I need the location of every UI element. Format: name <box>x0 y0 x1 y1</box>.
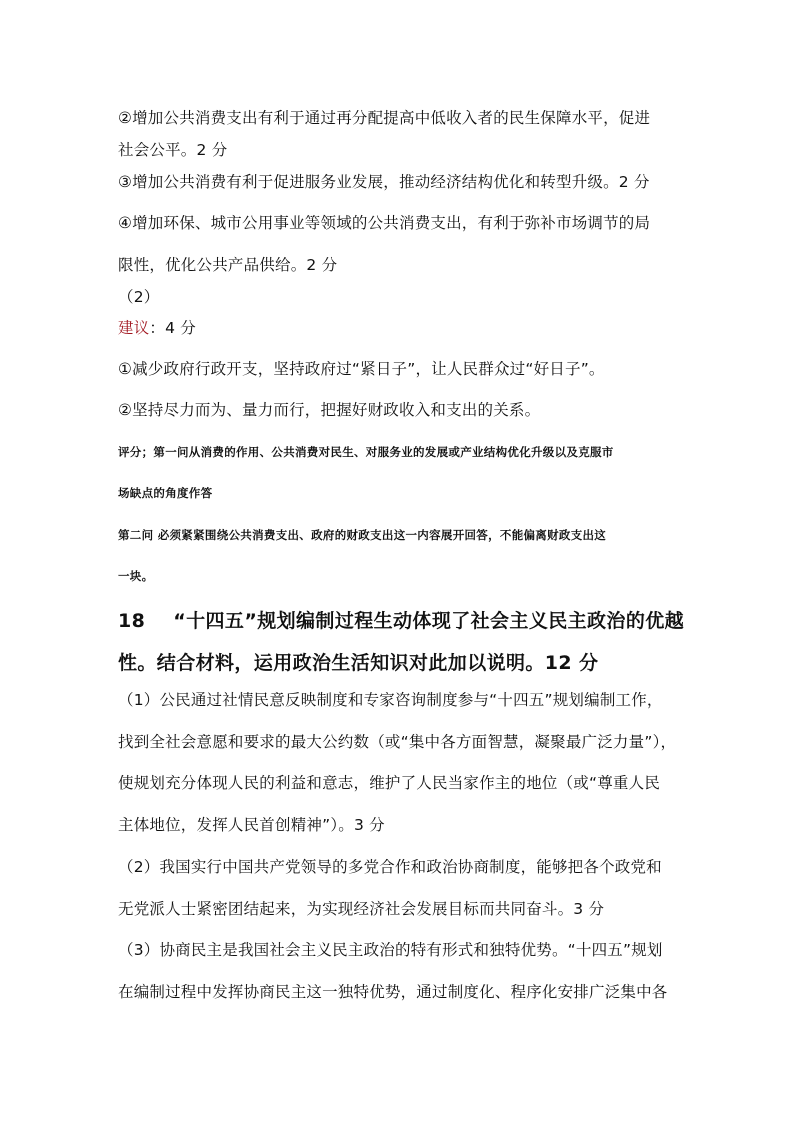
answer-18-point-2: （2）我国实行中国共产党领导的多党合作和政治协商制度，能够把各个政党和 <box>118 858 662 876</box>
answer-point-2-cont: 社会公平。2 分 <box>118 141 228 159</box>
scoring-note-2: 第二问 必须紧紧围绕公共消费支出、政府的财政支出这一内容展开回答，不能偏离财政支出这 <box>118 528 607 542</box>
sub-question-2-label: （2） <box>118 288 160 306</box>
suggestion-label: 建议 <box>118 319 150 337</box>
answer-18-point-3: （3）协商民主是我国社会主义民主政治的特有形式和独特优势。“十四五”规划 <box>118 941 663 959</box>
question-18-title-cont: 性。结合材料，运用政治生活知识对此加以说明。12 分 <box>118 652 599 674</box>
suggestion-heading <box>118 316 196 338</box>
question-18-title <box>118 606 684 633</box>
answer-18-point-1: （1）公民通过社情民意反映制度和专家咨询制度参与“十四五”规划编制工作， <box>118 691 663 709</box>
answer-point-4-cont: 限性，优化公共产品供给。2 分 <box>118 256 338 274</box>
scoring-note-2-cont: 一块。 <box>118 569 154 583</box>
answer-18-point-1-cont-a: 找到全社会意愿和要求的最大公约数（或“集中各方面智慧，凝聚最广泛力量”）， <box>118 733 677 751</box>
answer-point-4: ④增加环保、城市公用事业等领域的公共消费支出，有利于弥补市场调节的局 <box>118 214 651 232</box>
suggestion-item-2: ②坚持尽力而为、量力而行，把握好财政收入和支出的关系。 <box>118 401 541 419</box>
suggestion-score: ：4 分 <box>149 319 196 337</box>
answer-point-3: ③增加公共消费有利于促进服务业发展，推动经济结构优化和转型升级。2 分 <box>118 173 650 191</box>
answer-18-point-1-cont-b: 使规划充分体现人民的利益和意志，维护了人民当家作主的地位（或“尊重人民 <box>118 774 661 792</box>
answer-18-point-1-cont-c: 主体地位，发挥人民首创精神”）。3 分 <box>118 816 385 834</box>
scoring-note-1-cont: 场缺点的角度作答 <box>118 486 213 500</box>
question-18-text: “十四五”规划编制过程生动体现了社会主义民主政治的优越 <box>173 610 685 632</box>
scoring-note-1: 评分；第一问从消费的作用、公共消费对民生、对服务业的发展或产业结构优化升级以及克服市 <box>118 445 614 459</box>
answer-18-point-2-cont: 无党派人士紧密团结起来，为实现经济社会发展目标而共同奋斗。3 分 <box>118 900 605 918</box>
answer-point-2: ②增加公共消费支出有利于通过再分配提高中低收入者的民生保障水平，促进 <box>118 109 651 127</box>
suggestion-item-1: ①减少政府行政开支，坚持政府过“紧日子”，让人民群众过“好日子”。 <box>118 360 605 378</box>
question-number: 18 <box>118 610 146 632</box>
answer-18-point-3-cont: 在编制过程中发挥协商民主这一独特优势，通过制度化、程序化安排广泛集中各 <box>118 983 668 1001</box>
